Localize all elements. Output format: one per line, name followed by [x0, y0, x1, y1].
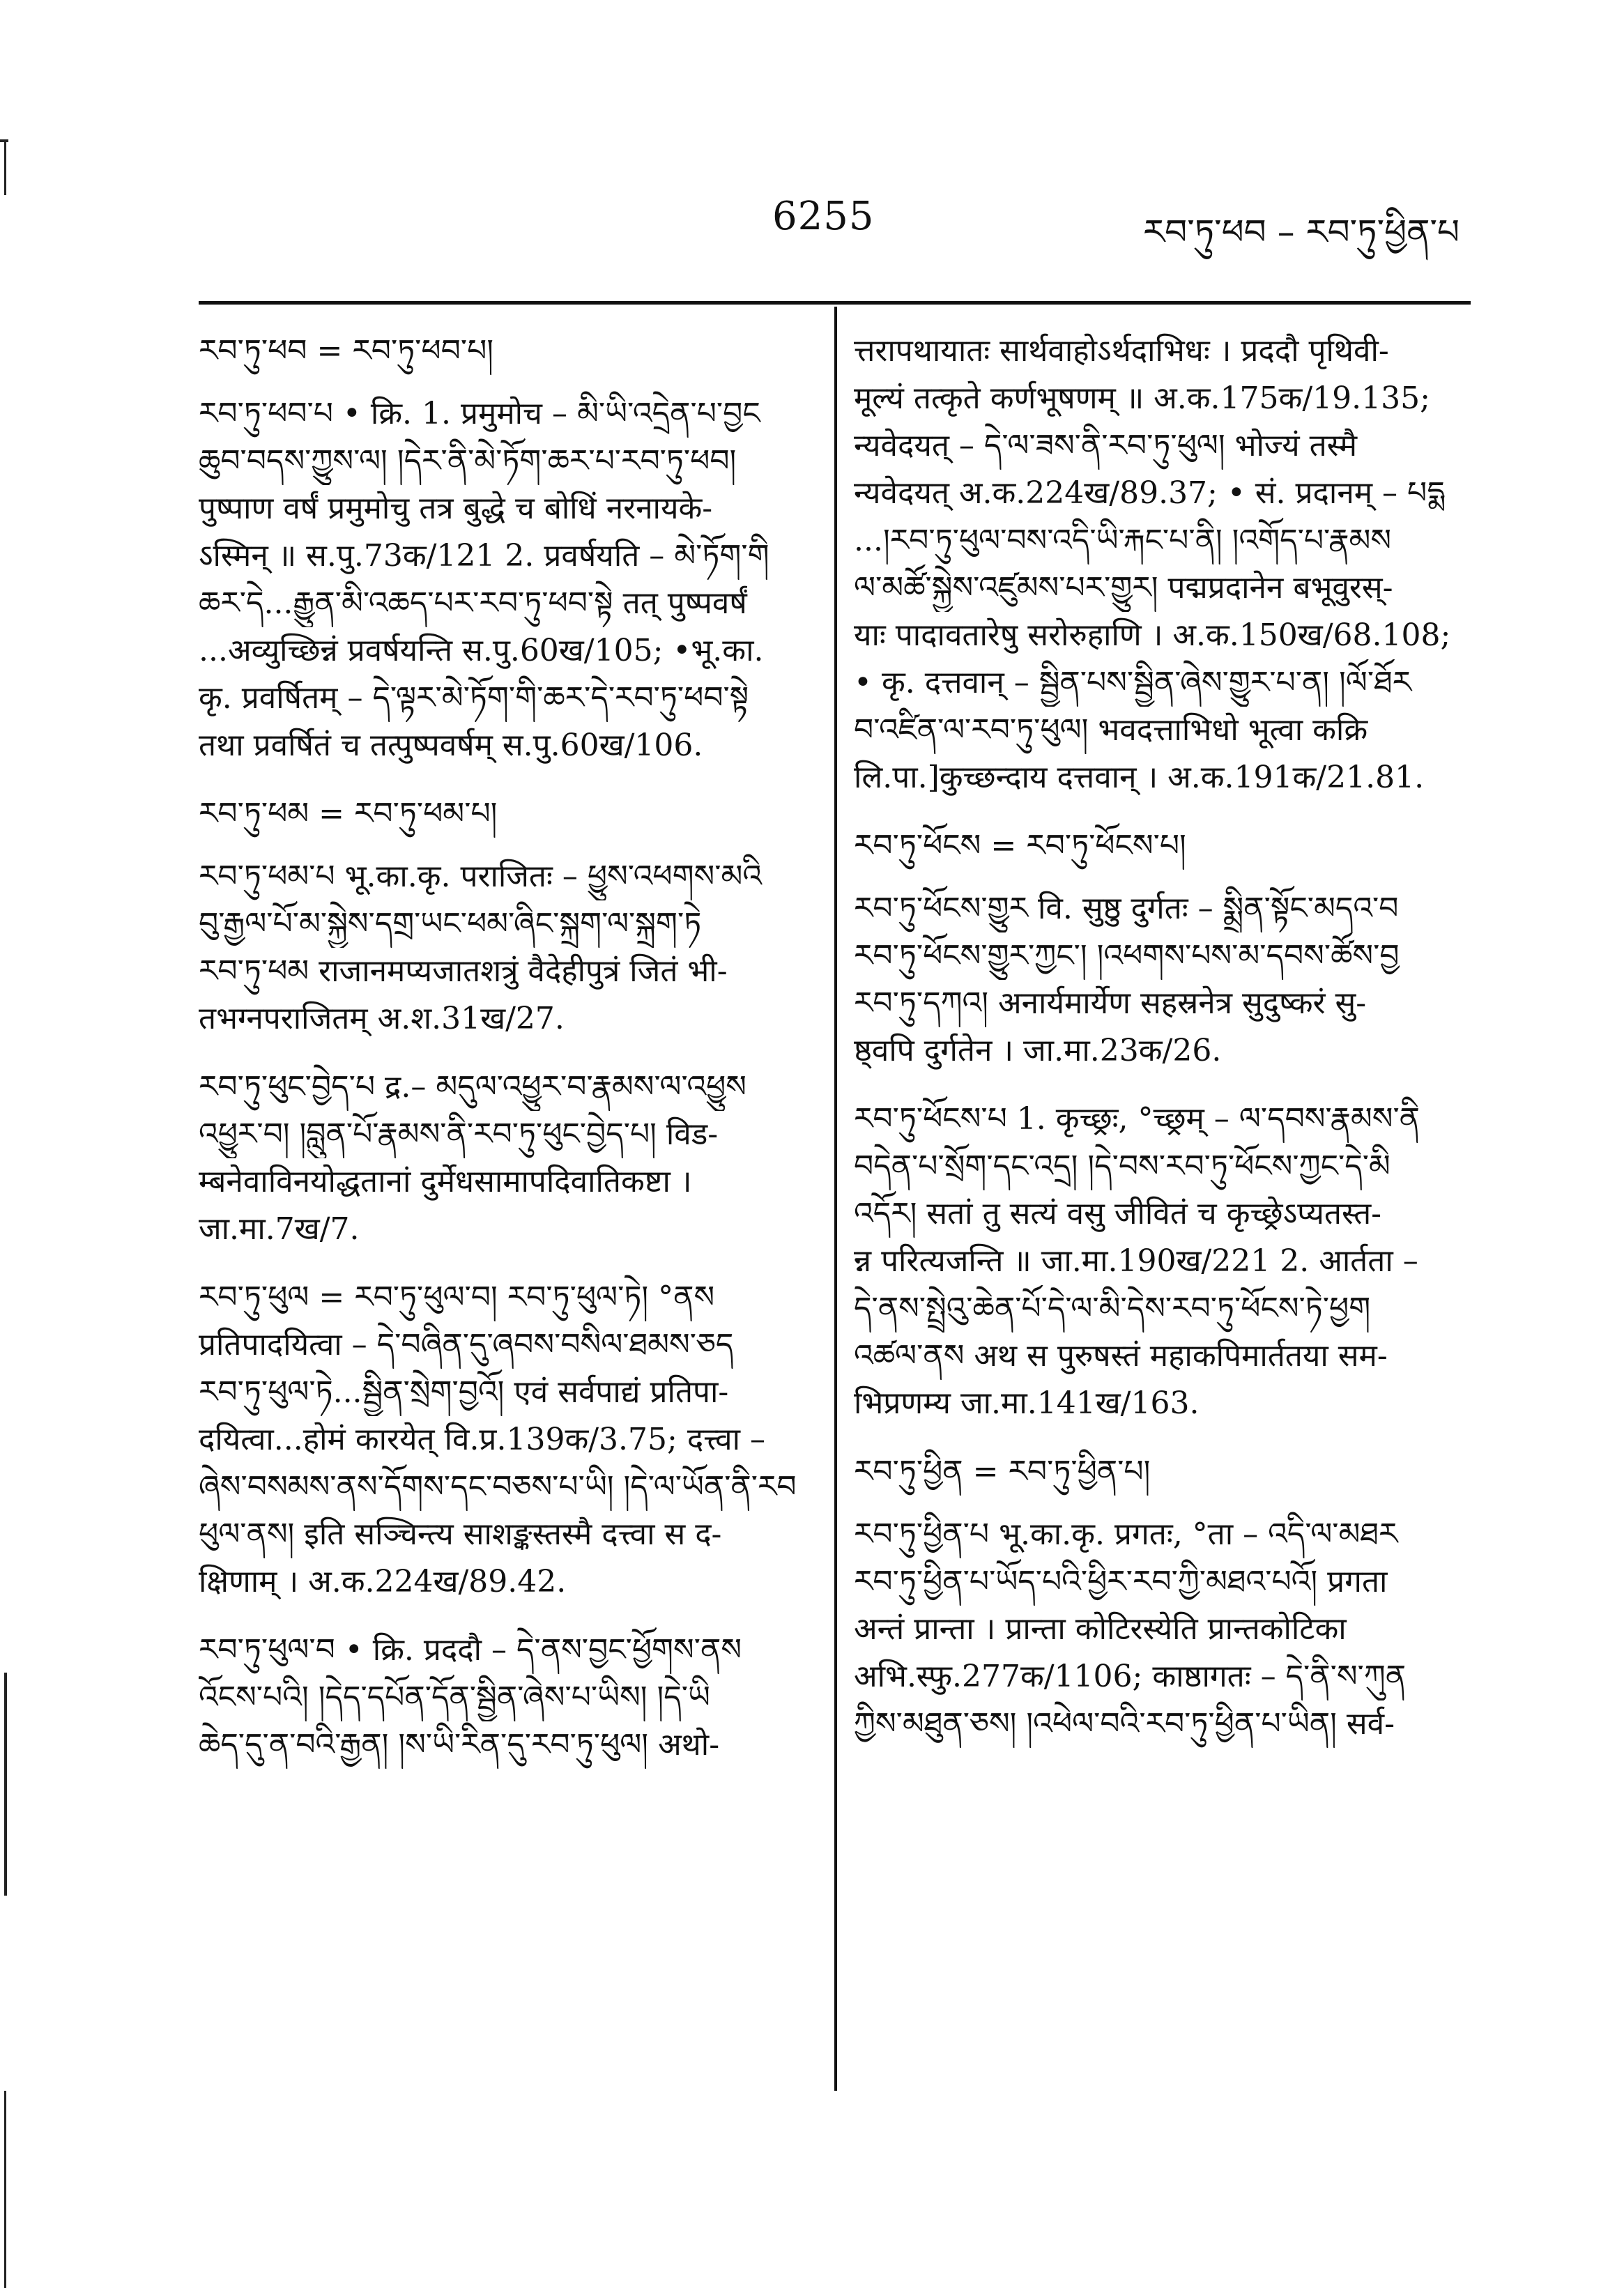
entry-line: རབ་ཏུ་ཕབ་པ • क्रि. 1. प्रमुमोच – མི་ཡི་འདྲེན་པ་བྱང — [199, 396, 760, 431]
entry-line: भिप्रणम्य जा.मा.141ख/163. — [854, 1385, 1200, 1421]
dictionary-entry — [854, 328, 1471, 801]
entry-line: ཆེད་དུ་ན་བའི་རྒྱན། །ས་ཡི་རིན་དུ་རབ་ཏུ་ཕུལ། अथो- — [199, 1727, 720, 1763]
entry-line: འདོར། सतां तु सत्यं वसु जीवितं च कृच्छ्रेऽप्यतस्त- — [854, 1196, 1382, 1231]
entry-line: न्न परित्यजन्ति ॥ जा.मा.190ख/221 2. आर्तता – — [854, 1243, 1418, 1279]
page-number: 6255 — [772, 194, 875, 239]
entry-line: རབ་ཏུ་ཕུལ་ཏེ...སྦྱིན་སྲེག་བྱའོ། एवं सर्वपाद्यं प्रतिपा- — [199, 1374, 729, 1410]
dictionary-entry — [199, 1064, 812, 1253]
entry-line: मूल्यं तत्कृते कर्णभूषणम् ॥ अ.क.175क/19.135; — [854, 381, 1430, 416]
header-rule — [199, 301, 1471, 305]
entry-line: न्यवेदयत् अ.क.224ख/89.37; • सं. प्रदानम् – པདྨ — [854, 475, 1445, 511]
entry-line: རབ་ཏུ་ཕོངས་གྱུར་ཀྱང་། །འཕགས་པས་མ་དབས་ཚོས་བྱ — [854, 938, 1400, 974]
entry-line: འཕྱུར་བ། །བླུན་པོ་རྣམས་ནི་རབ་ཏུ་ཕུང་བྱེད་པ། विड- — [199, 1116, 719, 1152]
entry-line: म्बनेवाविनयोद्धतानां दुर्मेधसामापदिवातिकष्टा । — [199, 1164, 692, 1199]
entry-line: त्तरापथायातः सार्थवाहोऽर्थदाभिधः । प्रददौ पृथिवी- — [854, 333, 1389, 369]
scan-edge-mark — [4, 2091, 6, 2288]
entry-line: རབ་ཏུ་ཕམ राजानमप्यजातशत्रुं वैदेहीपुत्रं जितं भी- — [199, 953, 728, 989]
dictionary-entry — [199, 1274, 812, 1606]
entry-line: ...अव्युच्छिन्नं प्रवर्षयन्ति स.पु.60ख/105; •भू.का. — [199, 633, 764, 668]
entry-line: लि.पा.]कुच्छन्दाय दत्तवान् । अ.क.191क/21.81. — [854, 760, 1425, 795]
entry-line: जा.मा.7ख/7. — [199, 1211, 360, 1247]
entry-line: བདེན་པ་སྲོག་དང་འདྲ། །དེ་བས་རབ་ཏུ་ཕོངས་ཀྱང་དེ་མི — [854, 1149, 1391, 1184]
dictionary-entry — [854, 1448, 1471, 1496]
entry-line: རབ་ཏུ་ཕྱིན = རབ་ཏུ་ཕྱིན་པ། — [854, 1454, 1151, 1489]
entry-line: तथा प्रवर्षितं च तत्पुष्पवर्षम् स.पु.60ख/106. — [199, 728, 703, 763]
dictionary-entry — [199, 390, 812, 769]
entry-line: བུ་རྒྱལ་པོ་མ་སྐྱེས་དགྲ་ཡང་ཕམ་ཞིང་སྐྲག་ལ་སྐྲག་ཏེ — [199, 906, 702, 942]
dictionary-entry — [854, 1511, 1471, 1748]
entry-line: རབ་ཏུ་ཕུལ = རབ་ཏུ་ཕུལ་བ། རབ་ཏུ་ཕུལ་ཏེ། °ནས — [199, 1280, 715, 1315]
dictionary-entry — [199, 790, 812, 838]
entry-line: कृ. प्रवर्षितम् – དེ་ལྟར་མེ་ཏོག་གི་ཆར་དེ་རབ་ཏུ་ཕབ་སྟེ — [199, 680, 749, 716]
dictionary-entry — [854, 822, 1471, 870]
entry-line: རབ་ཏུ་ཕོངས = རབ་ཏུ་ཕོངས་པ། — [854, 828, 1186, 863]
entry-line: བ་འཛིན་ལ་རབ་ཏུ་ཕུལ། भवदत्ताभिधो भूत्वा कक्रि — [854, 712, 1368, 748]
entry-line: རབ་ཏུ་ཕབ = རབ་ཏུ་ཕབ་པ། — [199, 333, 494, 369]
entry-line: རབ་ཏུ་ཕོངས་གྱུར वि. सुष्ठु दुर्गतः – སྨྲིན་སྟོང་མདའ་བ — [854, 891, 1399, 926]
entry-line: རབ་ཏུ་ཕམ་པ भू.का.कृ. पराजितः – ཕྱུས་འཕགས་མའི — [199, 859, 763, 894]
entry-line: རབ་ཏུ་ཕུང་བྱེད་པ द्र.– མདུལ་འཕྱུར་བ་རྣམས་ལ་འཕྱུས — [199, 1069, 746, 1105]
entry-line: ལ་མཚོ་སྐྱེས་འཛུམས་པར་གྱུར། पद्मप्रदानेन बभूवुरस्- — [854, 570, 1393, 606]
entry-line: अभि.स्फु.277क/1106; काष्ठागतः – དེ་ནི་ས་ཀུན — [854, 1659, 1407, 1694]
entry-line: तभग्नपराजितम् अ.श.31ख/27. — [199, 1001, 565, 1036]
entry-line: अन्तं प्रान्ता । प्रान्ता कोटिरस्येति प्रान्तकोटिका — [854, 1611, 1347, 1647]
entry-line: याः पादावतारेषु सरोरुहाणि । अ.क.150ख/68.108; — [854, 617, 1451, 653]
column-divider — [834, 307, 837, 2091]
entry-line: རབ་ཏུ་ཕྱིན་པ་ཡོད་པའི་ཕྱིར་རབ་ཀྱི་མཐའ་པའོ། प्रगता — [854, 1564, 1388, 1599]
dictionary-entry — [199, 1627, 812, 1769]
entry-line: ष्ठ्वपि दुर्गतेन । जा.मा.23क/26. — [854, 1033, 1222, 1068]
entry-line: ཆུབ་བདས་ཀྱུས་ལ། །དེར་ནི་མེ་ཏོག་ཆར་པ་རབ་ཏུ་ཕབ། — [199, 443, 737, 479]
entry-line: རབ་ཏུ་ཕྱིན་པ भू.का.कृ. प्रगतः, °ता – འདི་ལ་མཐར — [854, 1517, 1398, 1552]
running-head: རབ་ཏུ་ཕབ – རབ་ཏུ་ཕྱིན་པ — [1143, 212, 1460, 252]
entry-line: འཚལ་ནས अथ स पुरुषस्तं महाकपिमार्ततया सम- — [854, 1338, 1388, 1374]
entry-line: ཆར་དེ...རྒྱུན་མི་འཆད་པར་རབ་ཏུ་ཕབ་སྟེ तत् पुष्पवर्षं — [199, 585, 747, 621]
dictionary-entry — [199, 328, 812, 375]
entry-line: དེ་ནས་སྤྲེའུ་ཆེན་པོ་དེ་ལ་མི་དེས་རབ་ཏུ་ཕོངས་ཏེ་ཕྱག — [854, 1291, 1371, 1326]
entry-line: འོངས་པའི། །དེད་དཔོན་དོན་སྦྱིན་ཞེས་པ་ཡིས། །དེ་ཡི — [199, 1680, 710, 1715]
dictionary-entry — [199, 853, 812, 1043]
scan-edge-mark — [4, 139, 6, 195]
entry-line: प्रतिपादयित्वा – དེ་བཞིན་དུ་ཞབས་བསིལ་ཐམས་ཅད — [199, 1327, 734, 1362]
entry-line: ...།རབ་ཏུ་ཕུལ་བས་འདི་ཡི་རྐང་པ་ནི། །འགོད་པ་རྣམས — [854, 523, 1392, 558]
entry-line: न्यवेदयत् – དེ་ལ་ཟས་ནི་རབ་ཏུ་ཕུལ། भोज्यं तस्मै — [854, 428, 1358, 463]
entry-line: རབ་ཏུ་ཕོངས་པ 1. कृच्छ्रः, °च्छ्रम् – ལ་དབས་རྣམས་ནི — [854, 1101, 1420, 1137]
entry-line: རབ་ཏུ་ཕུལ་བ • क्रि. प्रददौ – དེ་ནས་བྱང་ཕྱོགས་ནས — [199, 1632, 742, 1668]
scan-edge-mark — [4, 1673, 7, 1896]
entry-line: རབ་ཏུ་དཀའ། अनार्यमार्येण सहस्रनेत्र सुदुष्करं सु- — [854, 985, 1367, 1021]
entry-line: རབ་ཏུ་ཕམ = རབ་ཏུ་ཕམ་པ། — [199, 796, 498, 831]
right-column — [854, 328, 1471, 1763]
dictionary-entry — [854, 885, 1471, 1075]
left-column — [199, 328, 812, 1784]
entry-line: दयित्वा...होमं कारयेत् वि.प्र.139क/3.75; दत्त्वा – — [199, 1422, 766, 1457]
entry-line: क्षिणाम् । अ.क.224ख/89.42. — [199, 1564, 567, 1599]
entry-line: ཞེས་བསམས་ནས་དོགས་དང་བཅས་པ་ཡི། །དེ་ལ་ཡོན་ནི་རབ — [199, 1469, 797, 1505]
entry-line: ཀྱིས་མཐུན་ཅས། །འཕེལ་བའི་རབ་ཏུ་ཕྱིན་པ་ཡིན། सर्व- — [854, 1706, 1395, 1742]
entry-line: ऽस्मिन् ॥ स.पु.73क/121 2. प्रवर्षयति – མེ་ཏོག་གི — [199, 538, 769, 574]
entry-line: • कृ. दत्तवान् – སྦྱིན་པས་སྦྱིན་ཞེས་གྱུར་པ་ན། །ལོ་ཐོར — [854, 665, 1412, 700]
entry-line: पुष्पाण वर्षं प्रमुमोचु तत्र बुद्धे च बोधिं नरनायके- — [199, 491, 713, 526]
dictionary-entry — [854, 1096, 1471, 1427]
entry-line: ཕུལ་ནས། इति सञ्चिन्त्य साशङ्कस्तस्मै दत्त्वा स द- — [199, 1517, 722, 1552]
